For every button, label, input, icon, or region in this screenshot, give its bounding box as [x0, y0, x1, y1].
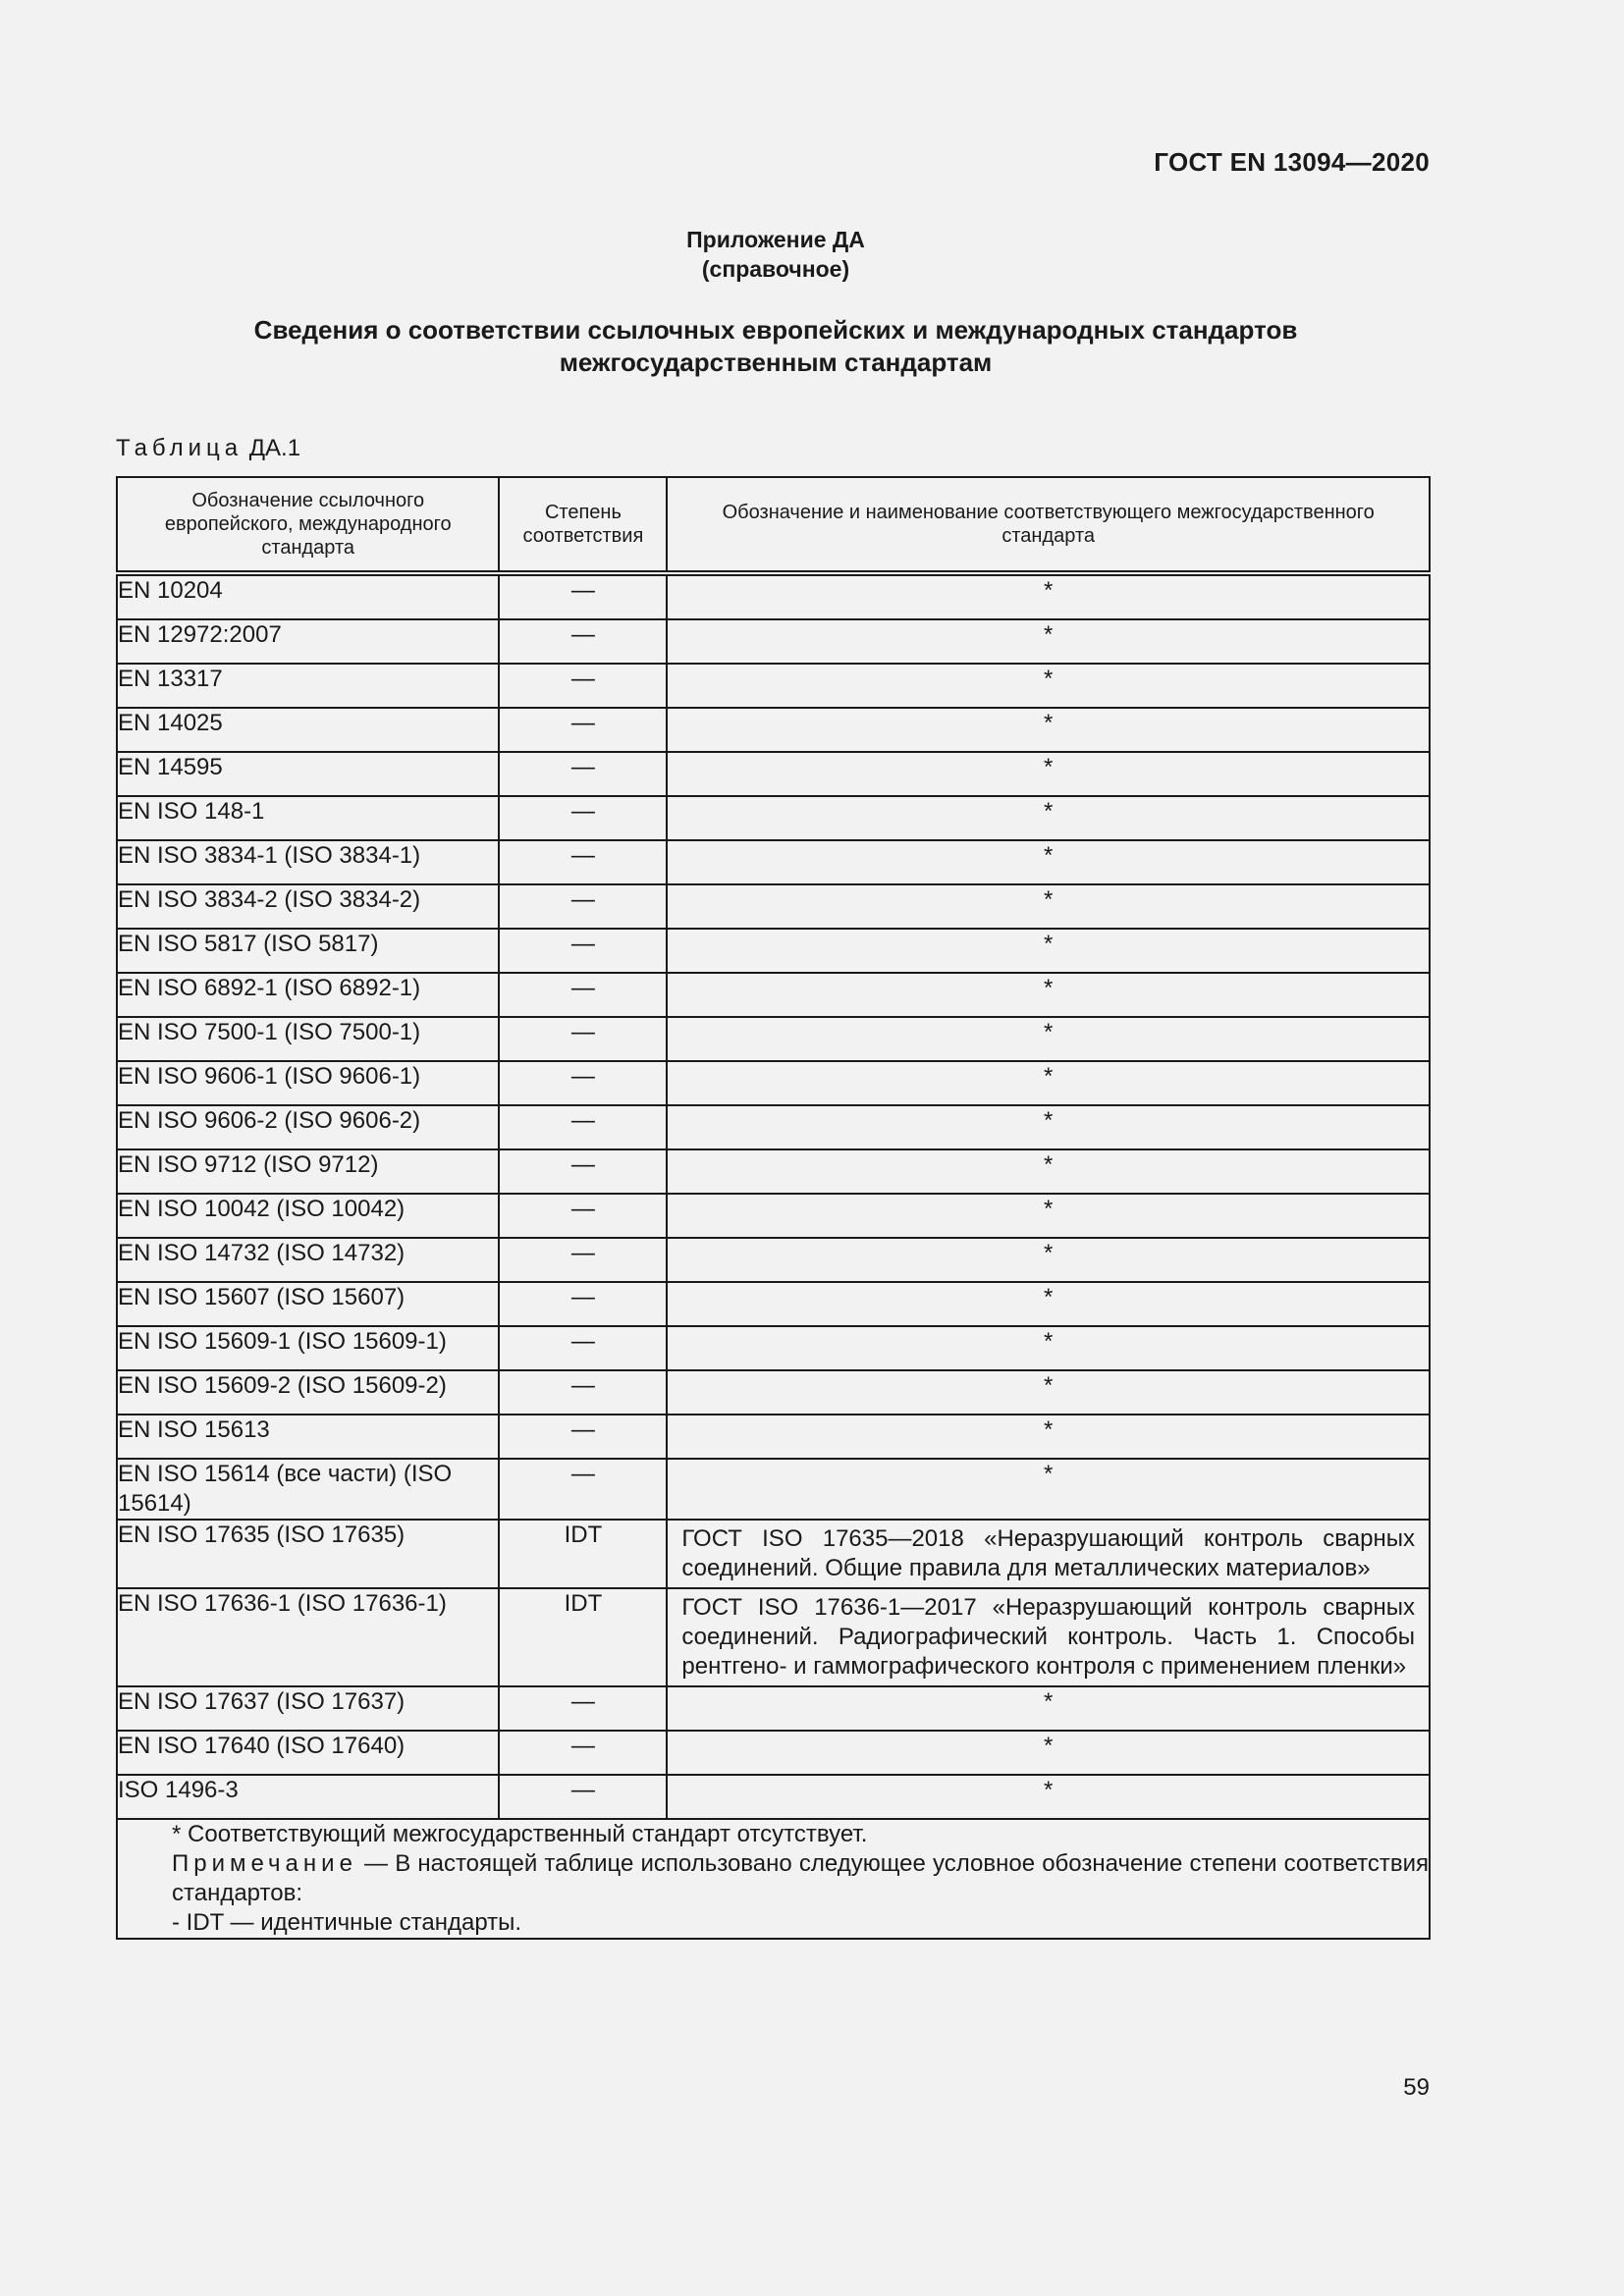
table-row	[117, 1520, 1430, 1588]
degree-cell: —	[499, 1282, 667, 1326]
degree-cell: —	[499, 1238, 667, 1282]
reference-standard-cell: EN ISO 15614 (все части) (ISO 15614)	[117, 1459, 499, 1520]
reference-standard-cell: EN ISO 7500-1 (ISO 7500-1)	[117, 1017, 499, 1061]
table-row	[117, 619, 1430, 664]
section-title	[0, 314, 1551, 379]
degree-cell: —	[499, 752, 667, 796]
interstate-standard-cell: *	[667, 1061, 1430, 1105]
degree-cell: IDT	[499, 1588, 667, 1686]
section-title-line-1: Сведения о соответствии ссылочных европейских и международных стандартов	[253, 315, 1298, 345]
interstate-standard-cell: ГОСТ ISO 17635—2018 «Неразрушающий контроль сварных соединений. Общие правила для металлических материалов»	[667, 1520, 1430, 1588]
table-row	[117, 1017, 1430, 1061]
appendix-title: Приложение ДА	[686, 227, 865, 252]
degree-cell: —	[499, 664, 667, 708]
interstate-standard-cell: *	[667, 752, 1430, 796]
reference-standard-cell: EN ISO 148-1	[117, 796, 499, 840]
degree-cell: —	[499, 1061, 667, 1105]
interstate-standard-cell: *	[667, 1282, 1430, 1326]
interstate-standard-cell: *	[667, 1149, 1430, 1194]
reference-standard-cell: EN ISO 17636-1 (ISO 17636-1)	[117, 1588, 499, 1686]
footnote-note	[118, 1849, 1429, 1908]
interstate-standard-cell: *	[667, 1017, 1430, 1061]
interstate-standard-cell: *	[667, 1731, 1430, 1775]
degree-cell: —	[499, 708, 667, 752]
degree-cell: —	[499, 1149, 667, 1194]
footnote-idt: - IDT — идентичные стандарты.	[172, 1909, 522, 1936]
reference-standard-cell: ISO 1496-3	[117, 1775, 499, 1819]
interstate-standard-cell: *	[667, 1370, 1430, 1415]
interstate-standard-cell: *	[667, 619, 1430, 664]
reference-standard-cell: EN ISO 17640 (ISO 17640)	[117, 1731, 499, 1775]
header-degree: Степень соответствия	[499, 477, 667, 573]
reference-standard-cell: EN 13317	[117, 664, 499, 708]
appendix-type: (справочное)	[701, 256, 850, 282]
interstate-standard-cell: *	[667, 1459, 1430, 1520]
reference-standard-cell: EN ISO 15609-1 (ISO 15609-1)	[117, 1326, 499, 1370]
table-row	[117, 929, 1430, 973]
degree-cell: —	[499, 840, 667, 884]
degree-cell: —	[499, 1017, 667, 1061]
table-label-word: Таблица	[116, 435, 244, 461]
table-row	[117, 752, 1430, 796]
table-row	[117, 1149, 1430, 1194]
table-row	[117, 1105, 1430, 1149]
table-row	[117, 1459, 1430, 1520]
reference-standard-cell: EN ISO 15607 (ISO 15607)	[117, 1282, 499, 1326]
table-row	[117, 1588, 1430, 1686]
table-row	[117, 973, 1430, 1017]
interstate-standard-cell: *	[667, 1105, 1430, 1149]
table-label	[116, 435, 300, 462]
interstate-standard-cell: *	[667, 929, 1430, 973]
interstate-standard-cell: *	[667, 840, 1430, 884]
table-row	[117, 708, 1430, 752]
reference-standard-cell: EN 14595	[117, 752, 499, 796]
reference-standard-cell: EN ISO 3834-2 (ISO 3834-2)	[117, 884, 499, 929]
table-row	[117, 1686, 1430, 1731]
degree-cell: —	[499, 1415, 667, 1459]
footnote-cell	[117, 1819, 1430, 1939]
reference-standard-cell: EN ISO 15609-2 (ISO 15609-2)	[117, 1370, 499, 1415]
page-number: 59	[1403, 2074, 1430, 2101]
table-row	[117, 1415, 1430, 1459]
table-row	[117, 1061, 1430, 1105]
table-header-row	[117, 477, 1430, 573]
header-reference-standard: Обозначение ссылочного европейского, международного стандарта	[117, 477, 499, 573]
degree-cell: —	[499, 796, 667, 840]
table-row	[117, 796, 1430, 840]
interstate-standard-cell: *	[667, 1415, 1430, 1459]
table-row	[117, 1326, 1430, 1370]
interstate-standard-cell: *	[667, 1238, 1430, 1282]
degree-cell: —	[499, 929, 667, 973]
table-row	[117, 1370, 1430, 1415]
table-row	[117, 664, 1430, 708]
reference-standard-cell: EN 14025	[117, 708, 499, 752]
degree-cell: —	[499, 1775, 667, 1819]
degree-cell: —	[499, 1326, 667, 1370]
degree-cell: —	[499, 884, 667, 929]
degree-cell: IDT	[499, 1520, 667, 1588]
reference-standard-cell: EN 10204	[117, 573, 499, 619]
reference-standard-cell: EN ISO 10042 (ISO 10042)	[117, 1194, 499, 1238]
document-code: ГОСТ EN 13094—2020	[1154, 147, 1430, 177]
section-title-line-2: межгосударственным стандартам	[559, 347, 993, 377]
table-row	[117, 884, 1430, 929]
interstate-standard-cell: *	[667, 1326, 1430, 1370]
degree-cell: —	[499, 1194, 667, 1238]
degree-cell: —	[499, 1459, 667, 1520]
interstate-standard-cell: *	[667, 1194, 1430, 1238]
reference-standard-cell: EN ISO 15613	[117, 1415, 499, 1459]
reference-standard-cell: EN ISO 9606-1 (ISO 9606-1)	[117, 1061, 499, 1105]
reference-standard-cell: EN ISO 9712 (ISO 9712)	[117, 1149, 499, 1194]
header-interstate-standard: Обозначение и наименование соответствующего межгосударственного стандарта	[667, 477, 1430, 573]
table-row	[117, 1282, 1430, 1326]
degree-cell: —	[499, 973, 667, 1017]
reference-standard-cell: EN ISO 17637 (ISO 17637)	[117, 1686, 499, 1731]
reference-standard-cell: EN ISO 17635 (ISO 17635)	[117, 1520, 499, 1588]
degree-cell: —	[499, 1105, 667, 1149]
interstate-standard-cell: *	[667, 1686, 1430, 1731]
correspondence-table	[116, 476, 1431, 1940]
degree-cell: —	[499, 1731, 667, 1775]
interstate-standard-cell: *	[667, 664, 1430, 708]
table-row	[117, 573, 1430, 619]
footnote-star: * Соответствующий межгосударственный стандарт отсутствует.	[172, 1821, 868, 1847]
table-body	[117, 573, 1430, 1819]
appendix-heading	[0, 225, 1551, 284]
interstate-standard-cell: *	[667, 973, 1430, 1017]
interstate-standard-cell: *	[667, 1775, 1430, 1819]
table-row	[117, 1194, 1430, 1238]
interstate-standard-cell: *	[667, 708, 1430, 752]
interstate-standard-cell: *	[667, 573, 1430, 619]
footnote-row	[117, 1819, 1430, 1939]
reference-standard-cell: EN ISO 5817 (ISO 5817)	[117, 929, 499, 973]
table-row	[117, 1775, 1430, 1819]
interstate-standard-cell: *	[667, 884, 1430, 929]
interstate-standard-cell: ГОСТ ISO 17636-1—2017 «Неразрушающий контроль сварных соединений. Радиографический контроль. Часть 1. Способы рентгено- и гаммографического контроля с применением пленки»	[667, 1588, 1430, 1686]
reference-standard-cell: EN ISO 6892-1 (ISO 6892-1)	[117, 973, 499, 1017]
table-label-number: ДА.1	[248, 435, 301, 461]
degree-cell: —	[499, 619, 667, 664]
reference-standard-cell: EN ISO 9606-2 (ISO 9606-2)	[117, 1105, 499, 1149]
reference-standard-cell: EN ISO 3834-1 (ISO 3834-1)	[117, 840, 499, 884]
note-text: — В настоящей таблице использовано следующее условное обозначение степени соответствия стандартов:	[172, 1850, 1429, 1906]
degree-cell: —	[499, 573, 667, 619]
reference-standard-cell: EN 12972:2007	[117, 619, 499, 664]
interstate-standard-cell: *	[667, 796, 1430, 840]
table-row	[117, 1238, 1430, 1282]
table-row	[117, 1731, 1430, 1775]
degree-cell: —	[499, 1686, 667, 1731]
note-word: Примечание	[172, 1850, 357, 1877]
reference-standard-cell: EN ISO 14732 (ISO 14732)	[117, 1238, 499, 1282]
degree-cell: —	[499, 1370, 667, 1415]
table-row	[117, 840, 1430, 884]
